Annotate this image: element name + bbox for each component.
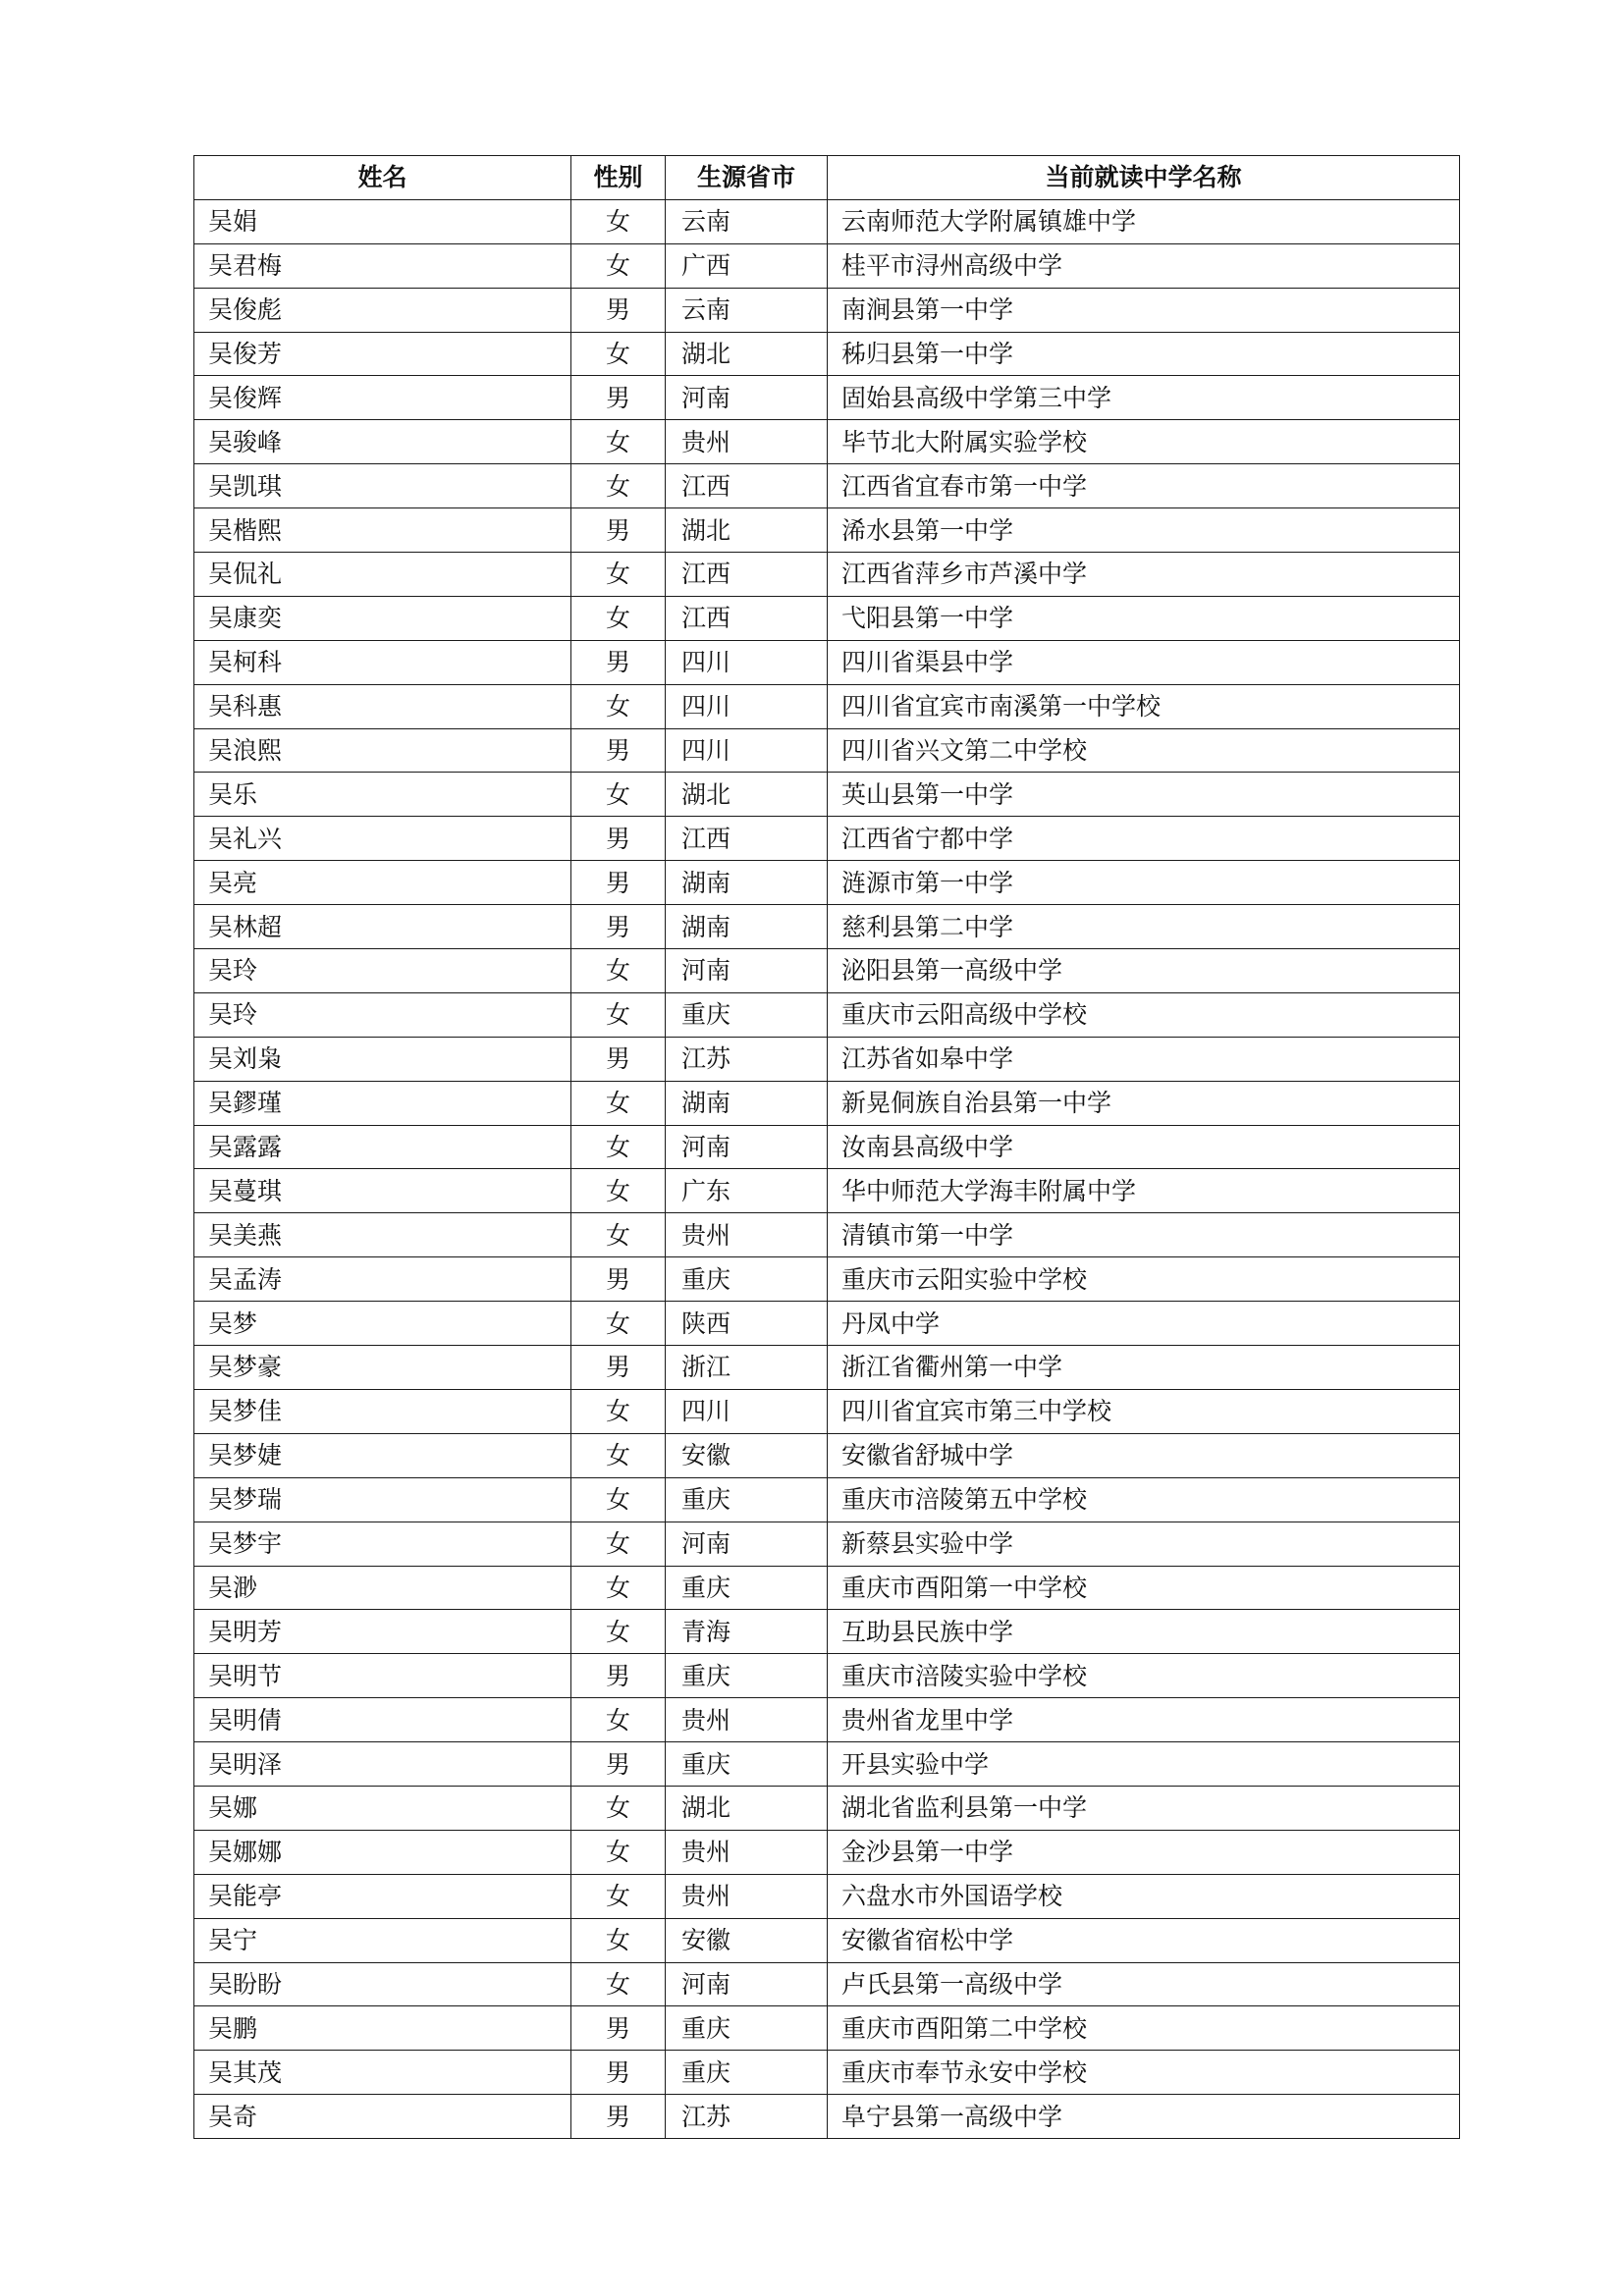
- cell-school: 重庆市云阳高级中学校: [828, 992, 1460, 1037]
- cell-gender: 女: [571, 199, 666, 243]
- cell-school: 弋阳县第一中学: [828, 596, 1460, 640]
- cell-name: 吴能亭: [194, 1874, 571, 1918]
- cell-gender: 女: [571, 464, 666, 508]
- cell-province: 江西: [666, 817, 828, 861]
- cell-school: 汝南县高级中学: [828, 1125, 1460, 1169]
- cell-name: 吴鹏: [194, 2006, 571, 2051]
- cell-school: 江西省宁都中学: [828, 817, 1460, 861]
- cell-gender: 女: [571, 684, 666, 728]
- student-roster-table: [193, 155, 1460, 2139]
- table-row: [194, 2006, 1460, 2051]
- cell-name: 吴孟涛: [194, 1257, 571, 1302]
- cell-name: 吴俊芳: [194, 332, 571, 376]
- cell-province: 湖南: [666, 1081, 828, 1125]
- cell-school: 江苏省如皋中学: [828, 1037, 1460, 1081]
- cell-name: 吴明泽: [194, 1742, 571, 1787]
- table-row: [194, 1302, 1460, 1346]
- cell-province: 重庆: [666, 1654, 828, 1698]
- table-row: [194, 1346, 1460, 1390]
- cell-gender: 男: [571, 288, 666, 332]
- cell-name: 吴梦宇: [194, 1522, 571, 1566]
- cell-province: 河南: [666, 949, 828, 993]
- cell-name: 吴明倩: [194, 1698, 571, 1742]
- cell-school: 丹凤中学: [828, 1302, 1460, 1346]
- cell-province: 四川: [666, 1389, 828, 1433]
- cell-name: 吴俊彪: [194, 288, 571, 332]
- cell-name: 吴宁: [194, 1918, 571, 1962]
- header-gender: 性别: [571, 156, 666, 200]
- table-body: [194, 199, 1460, 2138]
- cell-name: 吴楷熙: [194, 508, 571, 553]
- cell-gender: 女: [571, 1786, 666, 1830]
- cell-school: 云南师范大学附属镇雄中学: [828, 199, 1460, 243]
- table-row: [194, 1213, 1460, 1257]
- cell-province: 云南: [666, 288, 828, 332]
- cell-province: 贵州: [666, 1874, 828, 1918]
- table-row: [194, 1125, 1460, 1169]
- cell-name: 吴梦瑞: [194, 1477, 571, 1522]
- cell-school: 湖北省监利县第一中学: [828, 1786, 1460, 1830]
- cell-school: 重庆市云阳实验中学校: [828, 1257, 1460, 1302]
- cell-name: 吴玲: [194, 949, 571, 993]
- table-row: [194, 553, 1460, 597]
- cell-province: 重庆: [666, 1742, 828, 1787]
- cell-province: 四川: [666, 684, 828, 728]
- cell-gender: 男: [571, 1346, 666, 1390]
- cell-name: 吴俊辉: [194, 376, 571, 420]
- cell-school: 安徽省宿松中学: [828, 1918, 1460, 1962]
- table-row: [194, 1742, 1460, 1787]
- cell-gender: 男: [571, 1742, 666, 1787]
- cell-gender: 女: [571, 332, 666, 376]
- cell-province: 重庆: [666, 2006, 828, 2051]
- cell-name: 吴蔓琪: [194, 1169, 571, 1213]
- table-row: [194, 1477, 1460, 1522]
- cell-province: 广东: [666, 1169, 828, 1213]
- table-row: [194, 464, 1460, 508]
- cell-province: 四川: [666, 640, 828, 684]
- table-row: [194, 1257, 1460, 1302]
- cell-province: 河南: [666, 376, 828, 420]
- cell-province: 湖北: [666, 773, 828, 817]
- table-row: [194, 2051, 1460, 2095]
- cell-name: 吴娟: [194, 199, 571, 243]
- cell-school: 浠水县第一中学: [828, 508, 1460, 553]
- cell-gender: 女: [571, 1433, 666, 1477]
- cell-school: 清镇市第一中学: [828, 1213, 1460, 1257]
- table-row: [194, 949, 1460, 993]
- cell-province: 贵州: [666, 1213, 828, 1257]
- cell-province: 四川: [666, 728, 828, 773]
- cell-province: 广西: [666, 243, 828, 288]
- cell-gender: 女: [571, 1522, 666, 1566]
- cell-school: 华中师范大学海丰附属中学: [828, 1169, 1460, 1213]
- cell-school: 毕节北大附属实验学校: [828, 420, 1460, 464]
- header-school: 当前就读中学名称: [828, 156, 1460, 200]
- table-row: [194, 1522, 1460, 1566]
- cell-province: 贵州: [666, 1698, 828, 1742]
- cell-name: 吴鏐瑾: [194, 1081, 571, 1125]
- cell-province: 湖北: [666, 508, 828, 553]
- cell-gender: 女: [571, 1918, 666, 1962]
- cell-school: 六盘水市外国语学校: [828, 1874, 1460, 1918]
- cell-school: 江西省萍乡市芦溪中学: [828, 553, 1460, 597]
- cell-school: 重庆市涪陵第五中学校: [828, 1477, 1460, 1522]
- cell-school: 四川省渠县中学: [828, 640, 1460, 684]
- cell-name: 吴刘枭: [194, 1037, 571, 1081]
- cell-gender: 男: [571, 376, 666, 420]
- cell-gender: 男: [571, 2095, 666, 2139]
- cell-name: 吴玲: [194, 992, 571, 1037]
- table-row: [194, 332, 1460, 376]
- cell-province: 湖北: [666, 332, 828, 376]
- cell-school: 开县实验中学: [828, 1742, 1460, 1787]
- cell-school: 固始县高级中学第三中学: [828, 376, 1460, 420]
- cell-gender: 男: [571, 1654, 666, 1698]
- cell-province: 重庆: [666, 1257, 828, 1302]
- cell-province: 重庆: [666, 2051, 828, 2095]
- cell-gender: 女: [571, 1566, 666, 1610]
- cell-name: 吴明节: [194, 1654, 571, 1698]
- cell-province: 青海: [666, 1610, 828, 1654]
- cell-gender: 女: [571, 1081, 666, 1125]
- header-row: [194, 156, 1460, 200]
- cell-province: 重庆: [666, 992, 828, 1037]
- cell-school: 英山县第一中学: [828, 773, 1460, 817]
- cell-school: 浙江省衢州第一中学: [828, 1346, 1460, 1390]
- table-row: [194, 1830, 1460, 1874]
- cell-name: 吴康奕: [194, 596, 571, 640]
- cell-name: 吴美燕: [194, 1213, 571, 1257]
- cell-province: 贵州: [666, 1830, 828, 1874]
- cell-gender: 男: [571, 861, 666, 905]
- cell-name: 吴娜娜: [194, 1830, 571, 1874]
- cell-school: 新晃侗族自治县第一中学: [828, 1081, 1460, 1125]
- cell-province: 河南: [666, 1522, 828, 1566]
- cell-gender: 男: [571, 2006, 666, 2051]
- table-row: [194, 1654, 1460, 1698]
- cell-gender: 女: [571, 1698, 666, 1742]
- cell-name: 吴科惠: [194, 684, 571, 728]
- cell-name: 吴梦豪: [194, 1346, 571, 1390]
- table-header: [194, 156, 1460, 200]
- cell-province: 安徽: [666, 1918, 828, 1962]
- cell-school: 四川省兴文第二中学校: [828, 728, 1460, 773]
- cell-province: 贵州: [666, 420, 828, 464]
- cell-school: 贵州省龙里中学: [828, 1698, 1460, 1742]
- cell-school: 重庆市酉阳第一中学校: [828, 1566, 1460, 1610]
- table-row: [194, 1433, 1460, 1477]
- cell-school: 阜宁县第一高级中学: [828, 2095, 1460, 2139]
- cell-gender: 男: [571, 640, 666, 684]
- cell-school: 涟源市第一中学: [828, 861, 1460, 905]
- cell-gender: 女: [571, 596, 666, 640]
- cell-province: 陕西: [666, 1302, 828, 1346]
- table-row: [194, 1874, 1460, 1918]
- cell-name: 吴亮: [194, 861, 571, 905]
- cell-name: 吴渺: [194, 1566, 571, 1610]
- table-row: [194, 1389, 1460, 1433]
- table-row: [194, 420, 1460, 464]
- cell-name: 吴林超: [194, 905, 571, 949]
- cell-province: 江西: [666, 596, 828, 640]
- cell-gender: 女: [571, 420, 666, 464]
- table-row: [194, 905, 1460, 949]
- table-row: [194, 596, 1460, 640]
- cell-gender: 女: [571, 553, 666, 597]
- cell-school: 卢氏县第一高级中学: [828, 1962, 1460, 2006]
- table-row: [194, 288, 1460, 332]
- cell-name: 吴梦佳: [194, 1389, 571, 1433]
- cell-school: 新蔡县实验中学: [828, 1522, 1460, 1566]
- table-row: [194, 2095, 1460, 2139]
- cell-gender: 男: [571, 905, 666, 949]
- table-row: [194, 1962, 1460, 2006]
- cell-name: 吴骏峰: [194, 420, 571, 464]
- cell-name: 吴明芳: [194, 1610, 571, 1654]
- cell-school: 南涧县第一中学: [828, 288, 1460, 332]
- table-row: [194, 773, 1460, 817]
- cell-name: 吴乐: [194, 773, 571, 817]
- cell-name: 吴露露: [194, 1125, 571, 1169]
- cell-name: 吴梦婕: [194, 1433, 571, 1477]
- cell-gender: 女: [571, 1874, 666, 1918]
- cell-school: 重庆市涪陵实验中学校: [828, 1654, 1460, 1698]
- table-row: [194, 1081, 1460, 1125]
- cell-gender: 男: [571, 1037, 666, 1081]
- table-row: [194, 817, 1460, 861]
- cell-name: 吴柯科: [194, 640, 571, 684]
- table-row: [194, 640, 1460, 684]
- cell-province: 安徽: [666, 1433, 828, 1477]
- cell-school: 桂平市浔州高级中学: [828, 243, 1460, 288]
- cell-name: 吴梦: [194, 1302, 571, 1346]
- cell-province: 湖北: [666, 1786, 828, 1830]
- cell-gender: 女: [571, 1610, 666, 1654]
- table-row: [194, 1786, 1460, 1830]
- cell-province: 江西: [666, 553, 828, 597]
- cell-school: 重庆市酉阳第二中学校: [828, 2006, 1460, 2051]
- cell-province: 江苏: [666, 1037, 828, 1081]
- cell-school: 四川省宜宾市南溪第一中学校: [828, 684, 1460, 728]
- cell-province: 浙江: [666, 1346, 828, 1390]
- cell-province: 云南: [666, 199, 828, 243]
- header-province: 生源省市: [666, 156, 828, 200]
- cell-school: 慈利县第二中学: [828, 905, 1460, 949]
- cell-name: 吴盼盼: [194, 1962, 571, 2006]
- cell-gender: 女: [571, 1477, 666, 1522]
- header-name: 姓名: [194, 156, 571, 200]
- cell-gender: 男: [571, 2051, 666, 2095]
- cell-name: 吴娜: [194, 1786, 571, 1830]
- cell-province: 河南: [666, 1125, 828, 1169]
- cell-gender: 男: [571, 728, 666, 773]
- cell-gender: 男: [571, 1257, 666, 1302]
- cell-school: 江西省宜春市第一中学: [828, 464, 1460, 508]
- cell-gender: 女: [571, 1125, 666, 1169]
- cell-school: 秭归县第一中学: [828, 332, 1460, 376]
- cell-name: 吴其茂: [194, 2051, 571, 2095]
- table-row: [194, 508, 1460, 553]
- cell-name: 吴君梅: [194, 243, 571, 288]
- cell-gender: 女: [571, 1169, 666, 1213]
- table-row: [194, 243, 1460, 288]
- table-row: [194, 376, 1460, 420]
- table-row: [194, 861, 1460, 905]
- table-row: [194, 199, 1460, 243]
- cell-province: 江西: [666, 464, 828, 508]
- cell-province: 湖南: [666, 861, 828, 905]
- cell-province: 重庆: [666, 1477, 828, 1522]
- table-row: [194, 1037, 1460, 1081]
- cell-school: 互助县民族中学: [828, 1610, 1460, 1654]
- cell-name: 吴礼兴: [194, 817, 571, 861]
- cell-gender: 女: [571, 1213, 666, 1257]
- cell-gender: 男: [571, 817, 666, 861]
- cell-school: 金沙县第一中学: [828, 1830, 1460, 1874]
- cell-school: 四川省宜宾市第三中学校: [828, 1389, 1460, 1433]
- cell-gender: 女: [571, 1389, 666, 1433]
- cell-school: 泌阳县第一高级中学: [828, 949, 1460, 993]
- table-row: [194, 1918, 1460, 1962]
- cell-gender: 男: [571, 508, 666, 553]
- table-row: [194, 684, 1460, 728]
- cell-name: 吴侃礼: [194, 553, 571, 597]
- cell-gender: 女: [571, 1302, 666, 1346]
- cell-province: 重庆: [666, 1566, 828, 1610]
- table-row: [194, 1698, 1460, 1742]
- table-row: [194, 1169, 1460, 1213]
- cell-name: 吴奇: [194, 2095, 571, 2139]
- cell-school: 安徽省舒城中学: [828, 1433, 1460, 1477]
- cell-gender: 女: [571, 773, 666, 817]
- cell-gender: 女: [571, 1830, 666, 1874]
- cell-gender: 女: [571, 243, 666, 288]
- cell-province: 湖南: [666, 905, 828, 949]
- cell-name: 吴浪熙: [194, 728, 571, 773]
- cell-name: 吴凯琪: [194, 464, 571, 508]
- table-row: [194, 728, 1460, 773]
- cell-province: 河南: [666, 1962, 828, 2006]
- table-row: [194, 1610, 1460, 1654]
- table-row: [194, 992, 1460, 1037]
- cell-school: 重庆市奉节永安中学校: [828, 2051, 1460, 2095]
- cell-province: 江苏: [666, 2095, 828, 2139]
- table-row: [194, 1566, 1460, 1610]
- cell-gender: 女: [571, 1962, 666, 2006]
- cell-gender: 女: [571, 949, 666, 993]
- cell-gender: 女: [571, 992, 666, 1037]
